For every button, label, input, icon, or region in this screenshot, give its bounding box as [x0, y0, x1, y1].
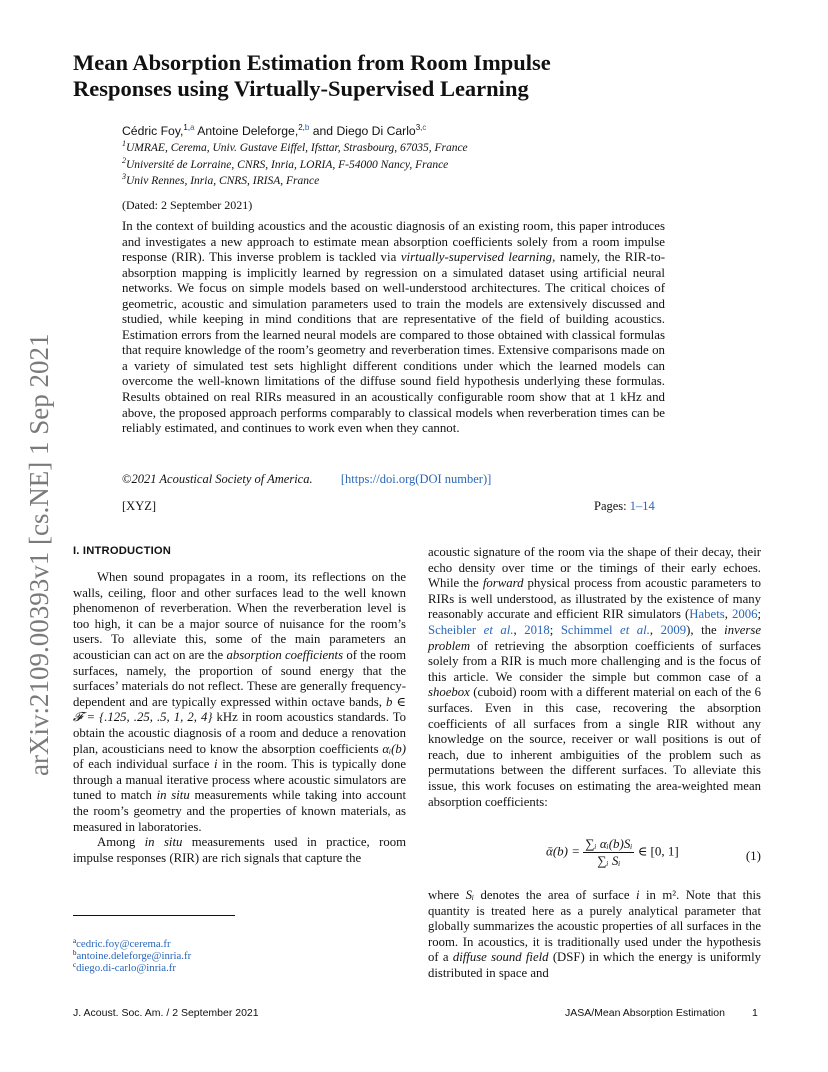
text-run: Among — [97, 835, 145, 850]
author-1-footnote-ref[interactable]: a — [190, 123, 195, 132]
equation-1 — [428, 836, 761, 876]
paper-title — [73, 50, 713, 102]
page-range — [594, 499, 655, 514]
text-run: measurements while taking into account the room’s geometry and the properties of known materials, as measured in laboratories. — [73, 788, 406, 834]
email-link[interactable]: antoine.deleforge@inria.fr — [76, 950, 192, 962]
intro-paragraph-continued — [428, 545, 761, 810]
copyright-line — [122, 472, 491, 487]
text-run: in m². Note that this quantity is treated here as a purely analytical parameter that globally summarizes the acoustic properties of all surfaces in the room. In acoustics, it is traditionally used under the hypothesis of a — [428, 888, 761, 965]
footnote-a — [73, 938, 171, 950]
abstract-text-2: , namely, the RIR-to-absorption mapping is implicitly learned by regression on a simulated dataset using artificial neural networks. We focus on simple models based on well-understood architectures. The critical choices of geometric, acoustic and simulation parameters used to train the models are extensively discussed and studied, while keeping in mind conditions that are representative of the field of building acoustics. Estimation errors from the learned neural models are compared to those obtained with classical formulas that require knowledge of the room’s geometry and reverberation times. Extensive comparisons made on a variety of simulated test sets highlight different conditions under which the learned models can overcome the well-known limitations of the diffuse sound field hypothesis underlying these formulas. Results obtained on real RIRs measured in an acoustically configurable room show that at 1 kHz and above, the proposed approach performs comparably to classical models when reverberation times can be reliably estimated, and continues to work even when they cannot. — [122, 250, 665, 436]
author-3-footnote-ref[interactable]: c — [422, 123, 427, 132]
left-column — [73, 570, 406, 866]
abstract-text-1: In the context of building acoustics and the acoustic diagnosis of an existing room, this paper introduces and investigates a new approach to estimate mean absorption coefficients solely from a room impulse response (RIR). This inverse problem is tackled via — [122, 219, 665, 265]
affiliation-2 — [122, 156, 449, 171]
equation-number: (1) — [745, 848, 761, 863]
equation-rhs: ∈ [0, 1] — [637, 843, 679, 859]
author-2-affil: 2, — [298, 123, 305, 132]
intro-paragraph-2 — [73, 835, 406, 866]
emphasis: shoebox — [428, 685, 470, 700]
equation-denominator: ∑ᵢ Sᵢ — [597, 853, 621, 868]
footnote-b — [73, 950, 191, 962]
text-run: , — [513, 622, 525, 637]
author-list — [122, 124, 426, 138]
dated-line: (Dated: 2 September 2021) — [122, 198, 253, 212]
affiliation-text: UMRAE, Cerema, Univ. Gustave Eiffel, Ifsttar, Strasbourg, 67035, France — [126, 142, 468, 154]
footer-running-title: JASA/Mean Absorption Estimation — [565, 1007, 725, 1019]
citation-link[interactable]: Habets — [689, 607, 725, 622]
emphasis: in situ — [156, 788, 190, 803]
copyright-text: 2021 Acoustical Society of America. — [131, 472, 313, 486]
citation-link[interactable]: et al. — [476, 622, 514, 637]
affiliation-number: 1 — [122, 139, 126, 148]
equation-body — [546, 836, 679, 869]
affiliation-3 — [122, 172, 320, 187]
author-3-affil: 3, — [415, 123, 423, 132]
footnote-c — [73, 962, 176, 974]
footnote-mark: a — [73, 937, 77, 945]
abstract-emphasis: virtually-supervised learning — [400, 250, 553, 265]
text-run: , — [649, 622, 661, 637]
text-run: (DSF) in which the energy is uniformly distributed in space and — [428, 950, 761, 980]
emphasis: forward — [482, 576, 524, 591]
right-column-continued — [428, 888, 761, 982]
text-run: (cuboid) room with a different material on each of the 6 surfaces. Even in this case, recovering the absorption coefficients of all surfaces from a single RIR without any knowledge on the source, receiver or wall positions is out of reach, due to inherent ambiguities of the problem such as permutations between the different surfaces. To alleviate this issue, this work focuses on estimating the area-weighted mean absorption coefficients: — [428, 685, 761, 809]
doi-link[interactable]: [https://doi.org(DOI number)] — [340, 472, 492, 486]
affiliation-text: Univ Rennes, Inria, CNRS, IRISA, France — [126, 175, 320, 187]
equation-numerator: ∑ᵢ αᵢ(b)Sᵢ — [585, 836, 633, 851]
text-run: ), the — [686, 622, 725, 637]
abstract — [122, 219, 665, 437]
text-run: in the room. This is typically done through a manual iterative process where acoustic simulators are tuned to match — [73, 757, 407, 803]
affiliation-text: Université de Lorraine, CNRS, Inria, LORIA, F-54000 Nancy, France — [126, 159, 449, 171]
section-heading: I. INTRODUCTION — [73, 545, 172, 557]
text-run: of each individual surface — [73, 757, 215, 772]
inline-math: i — [214, 757, 218, 772]
arxiv-stamp-text: arXiv:2109.00393v1 [cs.NE] 1 Sep 2021 — [24, 333, 54, 776]
author-1: Cédric Foy, — [122, 124, 184, 138]
text-run: kHz in room acoustics standards. To obtain the acoustic diagnosis of a room and deduce a renovation plan, acousticians need to know the absorption coefficients — [73, 710, 406, 756]
after-equation-paragraph — [428, 888, 761, 982]
text-run: ; — [549, 622, 561, 637]
pages-link[interactable]: 1–14 — [629, 499, 655, 513]
emphasis: in situ — [144, 835, 183, 850]
email-link[interactable]: diego.di-carlo@inria.fr — [76, 962, 176, 974]
text-run: denotes the area of surface — [474, 888, 636, 902]
footnote-divider — [73, 915, 235, 916]
citation-link[interactable]: 2006 — [731, 607, 758, 622]
author-3: and Diego Di Carlo — [312, 124, 416, 138]
text-run: When sound propagates in a room, its reflections on the walls, ceiling, floor and other surfaces lead to the well known phenomenon of reverberation. When the reverberation level is too high, it can be a major source of nuisance for the room’s users. To alleviate this, some of the main parameters an acoustician can act on are the — [73, 570, 406, 662]
footnote-mark: b — [73, 949, 77, 957]
title-line-2: Responses using Virtually-Supervised Learning — [73, 76, 529, 101]
affiliation-1 — [122, 139, 468, 154]
equation-lhs: ᾱ(b) = — [546, 843, 581, 859]
text-run: of retrieving the absorption coefficients of surfaces solely from a RIR is much more challenging and is the focus of this article. We consider the simple but common case of a — [428, 638, 761, 684]
manuscript-id: [XYZ] — [122, 499, 157, 513]
author-2-footnote-ref[interactable]: b — [304, 123, 310, 132]
pages-label: Pages: — [594, 499, 627, 513]
citation-link[interactable]: 2009 — [660, 622, 687, 637]
inline-math: i — [635, 888, 640, 902]
inline-math: αᵢ(b) — [382, 741, 406, 756]
text-run: measurements used in practice, room impulse responses (RIR) are rich signals that capture the — [73, 835, 406, 865]
author-1-affil: 1, — [183, 123, 191, 132]
citation-link[interactable]: 2018 — [524, 622, 550, 637]
intro-paragraph-1 — [73, 570, 406, 835]
text-run: physical process from acoustic parameters to RIRs is well understood, as illustrated by the existence of many reasonably accurate and efficient RIR simulators ( — [428, 576, 761, 622]
text-run: , — [724, 607, 732, 622]
copyright-symbol: © — [122, 472, 132, 486]
citation-link[interactable]: Schimmel — [560, 622, 613, 637]
emphasis: diffuse sound field — [452, 950, 549, 965]
text-run: acoustic signature of the room via the shape of their decay, their echo density over time or the timings of their early echoes. While the — [428, 545, 761, 591]
arxiv-stamp — [18, 300, 58, 780]
title-line-1: Mean Absorption Estimation from Room Impulse — [73, 50, 551, 75]
text-run: ; — [757, 607, 761, 622]
equation-fraction — [583, 836, 634, 869]
author-2: Antoine Deleforge, — [197, 124, 299, 138]
emphasis: inverse problem — [428, 622, 761, 653]
footnote-mark: c — [73, 961, 77, 969]
citation-link[interactable]: et al. — [612, 622, 650, 637]
inline-math: b ∈ 𝓕 = {.125, .25, .5, 1, 2, 4} — [73, 694, 406, 725]
text-run: of the room surfaces, namely, the proportion of sound energy that the surfaces’ materials do not reflect. These are generally frequency-dependent and are typically expressed within octave bands, — [73, 647, 406, 709]
citation-link[interactable]: Scheibler — [428, 622, 477, 637]
page-number: 1 — [752, 1007, 758, 1019]
emphasis: absorption coefficients — [226, 647, 344, 662]
email-link[interactable]: cedric.foy@cerema.fr — [76, 938, 171, 950]
affiliation-number: 3 — [122, 172, 126, 181]
footer-journal: J. Acoust. Soc. Am. / 2 September 2021 — [73, 1007, 259, 1019]
text-run: where — [428, 888, 466, 902]
inline-math: Sᵢ — [465, 888, 475, 902]
affiliation-number: 2 — [122, 156, 126, 165]
right-column — [428, 545, 761, 810]
